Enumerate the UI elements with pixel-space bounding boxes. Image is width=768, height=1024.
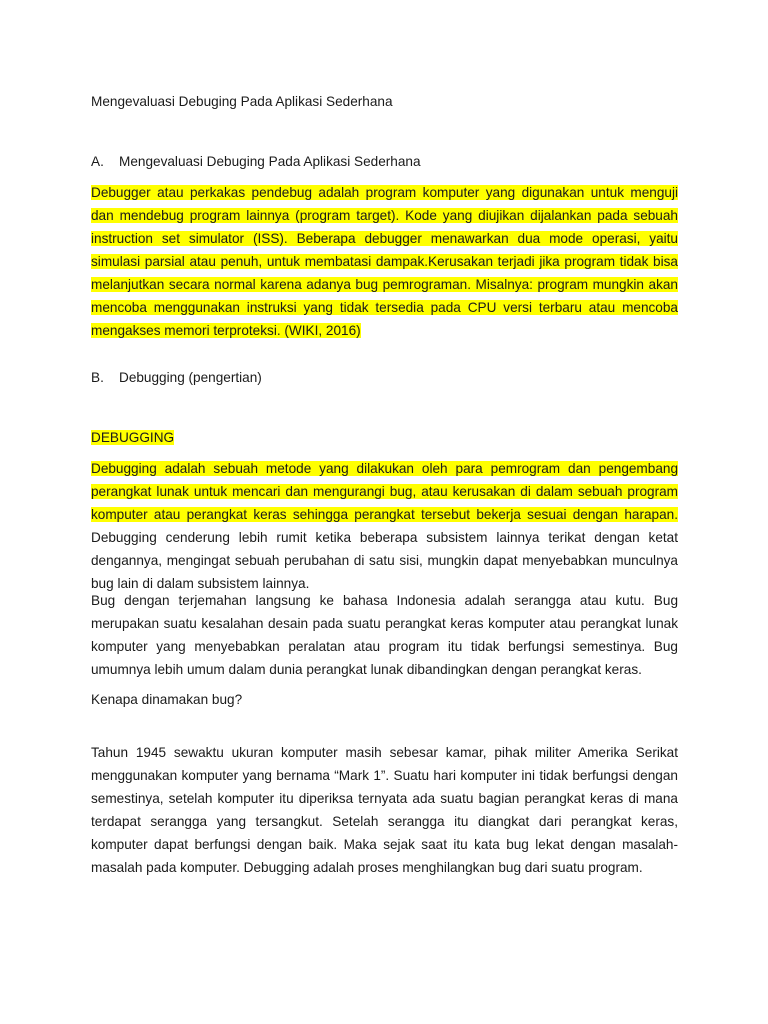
- section-b-title: Debugging (pengertian): [119, 370, 262, 385]
- bug-question: Kenapa dinamakan bug?: [91, 692, 243, 707]
- section-b-heading: [91, 366, 678, 389]
- section-a-title: Mengevaluasi Debuging Pada Aplikasi Sederhana: [119, 154, 421, 169]
- section-a-paragraph: [91, 181, 678, 342]
- bug-definition-paragraph: Bug dengan terjemahan langsung ke bahasa Indonesia adalah serangga atau kutu. Bug merupakan suatu kesalahan desain pada suatu perangkat keras komputer atau perangkat lunak komputer yang menyebabkan peralatan atau program itu tidak berfungsi semestinya. Bug umumnya lebih umum dalam dunia perangkat lunak dibandingkan dengan perangkat keras.: [91, 593, 678, 677]
- debugging-definition-paragraph: [91, 457, 678, 595]
- document-title: Mengevaluasi Debuging Pada Aplikasi Sederhana: [91, 94, 393, 109]
- bug-history-paragraph: Tahun 1945 sewaktu ukuran komputer masih sebesar kamar, pihak militer Amerika Serikat menggunakan komputer yang bernama “Mark 1”. Suatu hari komputer ini tidak berfungsi dengan semestinya, setelah komputer itu diperiksa ternyata ada suatu bagian perangkat keras di mana terdapat serangga yang tersangkut. Setelah serangga itu diangkat dari perangkat keras, komputer dapat berfungsi dengan baik. Maka sejak saat itu kata bug lekat dengan masalah-masalah pada komputer. Debugging adalah proses menghilangkan bug dari suatu program.: [91, 745, 678, 875]
- section-a-highlighted-text: Debugger atau perkakas pendebug adalah program komputer yang digunakan untuk menguji dan mendebug program lainnya (program target). Kode yang diujikan dijalankan pada sebuah instruction set simulator (ISS). Beberapa debugger menawarkan dua mode operasi, yaitu simulasi parsial atau penuh, untuk membatasi dampak.Kerusakan terjadi jika program tidak bisa melanjutkan secara normal karena adanya bug pemrograman. Misalnya: program mungkin akan mencoba menggunakan instruksi yang tidak tersedia pada CPU versi terbaru atau mencoba mengakses memori terproteksi. (WIKI, 2016): [91, 185, 678, 338]
- section-a-number: A.: [91, 154, 104, 169]
- debugging-keyword: [91, 426, 678, 449]
- debugging-definition-rest: Debugging cenderung lebih rumit ketika beberapa subsistem lainnya terikat dengan ketat dengannya, mengingat sebuah perubahan di satu sisi, mungkin dapat menyebabkan munculnya bug lain di dalam subsistem lainnya.: [91, 530, 678, 591]
- debugging-definition-highlight: Debugging adalah sebuah metode yang dilakukan oleh para pemrogram dan pengembang perangkat lunak untuk mencari dan mengurangi bug, atau kerusakan di dalam sebuah program komputer atau perangkat keras sehingga perangkat tersebut bekerja sesuai dengan harapan.: [91, 461, 678, 522]
- debugging-keyword-text: DEBUGGING: [91, 430, 175, 445]
- section-a-heading: [91, 150, 678, 173]
- section-b-number: B.: [91, 370, 104, 385]
